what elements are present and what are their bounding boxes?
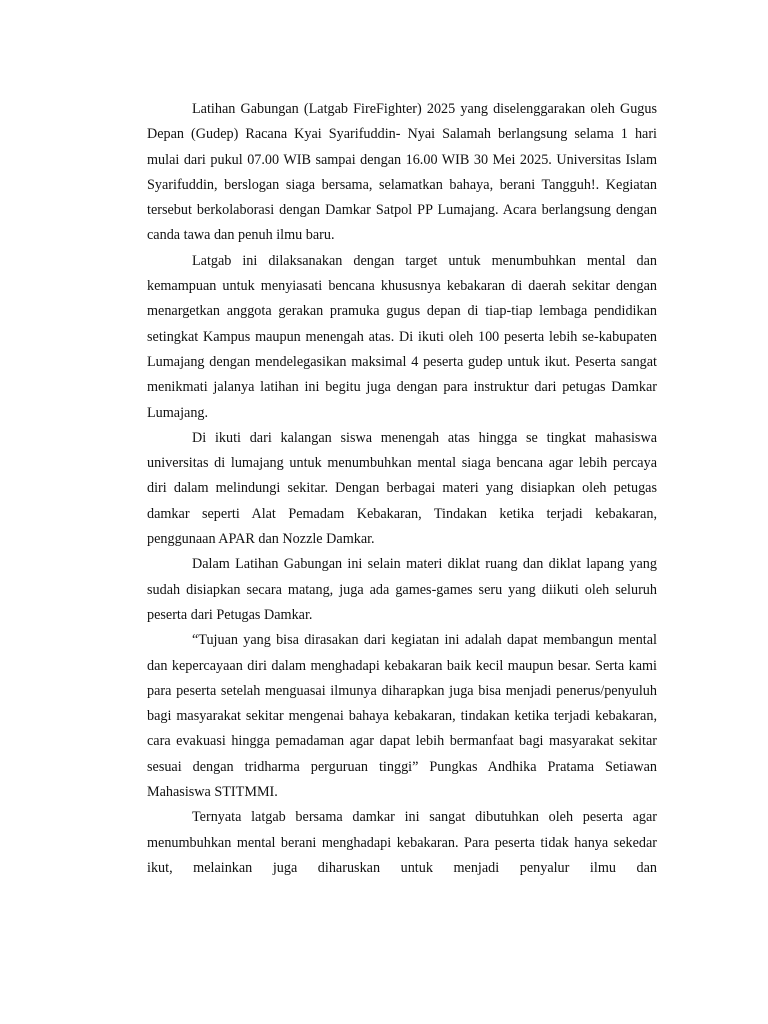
paragraph-6: Ternyata latgab bersama damkar ini sangat dibutuhkan oleh peserta agar menumbuhkan mental berani menghadapi kebakaran. Para peserta tidak hanya sekedar ikut, melainkan juga diharuskan untuk menjadi penyalur ilmu dan [147, 809, 657, 876]
paragraph-4: Dalam Latihan Gabungan ini selain materi diklat ruang dan diklat lapang yang sudah disiapkan secara matang, juga ada games-games seru yang diikuti oleh seluruh peserta dari Petugas Damkar. [147, 556, 657, 623]
paragraph-1: Latihan Gabungan (Latgab FireFighter) 2025 yang diselenggarakan oleh Gugus Depan (Gudep) Racana Kyai Syarifuddin- Nyai Salamah berlangsung selama 1 hari mulai dari pukul 07.00 WIB sampai dengan 16.00 WIB 30 Mei 2025. Universitas Islam Syarifuddin, berslogan siaga bersama, selamatkan bahaya, berani Tangguh!. Kegiatan tersebut berkolaborasi dengan Damkar Satpol PP Lumajang. Acara berlangsung dengan canda tawa dan penuh ilmu baru. [147, 101, 657, 244]
paragraph-2: Latgab ini dilaksanakan dengan target untuk menumbuhkan mental dan kemampuan untuk menyiasati bencana khususnya kebakaran di daerah sekitar dengan menargetkan anggota gerakan pramuka gugus depan di tiap-tiap lembaga pendidikan setingkat Kampus maupun menengah atas. Di ikuti oleh 100 peserta lebih se-kabupaten Lumajang dengan mendelegasikan maksimal 4 peserta gudep untuk ikut. Peserta sangat menikmati jalanya latihan ini begitu juga dengan para instruktur dari petugas Damkar Lumajang. [147, 252, 657, 421]
paragraph-5-quote: “Tujuan yang bisa dirasakan dari kegiatan ini adalah dapat membangun mental dan kepercayaan diri dalam menghadapi kebakaran baik kecil maupun besar. Serta kami para peserta setelah menguasai ilmunya diharapkan juga bisa menjadi penerus/penyuluh bagi masyarakat sekitar mengenai bahaya kebakaran, tindakan ketika terjadi kebakaran, cara evakuasi hingga pemadaman agar dapat lebih bermanfaat bagi masyarakat sekitar sesuai dengan tridharma perguruan tinggi” Pungkas Andhika Pratama Setiawan Mahasiswa STITMMI. [147, 632, 657, 801]
document-body [147, 97, 657, 881]
paragraph-3: Di ikuti dari kalangan siswa menengah atas hingga se tingkat mahasiswa universitas di lumajang untuk menumbuhkan mental siaga bencana agar lebih percaya diri dalam melindungi sekitar. Dengan berbagai materi yang disiapkan oleh petugas damkar seperti Alat Pemadam Kebakaran, Tindakan ketika terjadi kebakaran, penggunaan APAR dan Nozzle Damkar. [147, 429, 657, 548]
